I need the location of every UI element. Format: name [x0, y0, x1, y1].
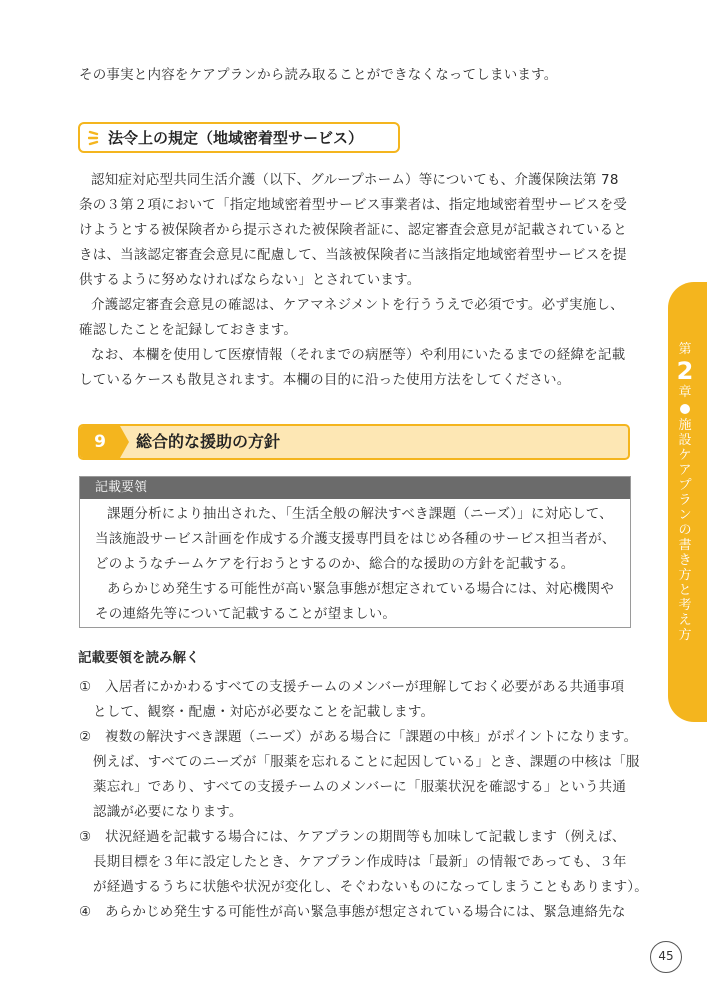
chapter-title-char: 施 [678, 418, 692, 433]
requirements-line: 課題分析により抽出された、「生活全般の解決すべき課題（ニーズ）」に対応して、 [107, 506, 613, 522]
body-line: 認知症対応型共同生活介護（以下、グループホーム）等についても、介護保険法第 78 [91, 172, 619, 188]
chapter-title-char: き [678, 553, 692, 568]
list-item-continuation: 例えば、すべてのニーズが「服薬を忘れることに起因している」とき、課題の中核は「服 [93, 754, 640, 770]
requirements-box-title: 記載要領 [95, 480, 148, 495]
chapter-prefix: 第 [678, 342, 692, 357]
section-heading-legal [78, 122, 400, 153]
body-line: なお、本欄を使用して医療情報（それまでの病歴等）や利用にいたるまでの経緯を記載 [91, 347, 626, 363]
body-line: 供するように努めなければならない」とされています。 [79, 272, 421, 288]
body-line: 介護認定審査会意見の確認は、ケアマネジメントを行ううえで必須です。必ず実施し、 [91, 297, 624, 313]
requirements-line: 当該施設サービス計画を作成する介護支援専門員をはじめ各種のサービス担当者が、 [95, 531, 616, 547]
chapter-title-char: 方 [678, 568, 692, 583]
chapter-title-char: 設 [678, 433, 692, 448]
chapter-title-char: 考 [678, 598, 692, 613]
requirements-box-header [80, 477, 630, 499]
chapter-number: 2 [676, 357, 694, 385]
list-item-continuation: 長期目標を３年に設定したとき、ケアプラン作成時は「最新」の情報であっても、３年 [93, 854, 627, 870]
chapter-tab-text [668, 342, 702, 643]
section-heading-title: 法令上の規定（地域密着型サービス） [108, 129, 364, 147]
list-item-continuation: が経過するうちに状態や状況が変化し、そぐわないものになってしまうこともあります）。 [93, 879, 648, 895]
body-line: きは、当該認定審査会意見に配慮して、当該被保険者に当該指定地域密着型サービスを提 [79, 247, 627, 263]
page-number: 45 [650, 941, 682, 973]
list-item: ④ あらかじめ発生する可能性が高い緊急事態が想定されている場合には、緊急連絡先な [79, 904, 626, 920]
chapter-title-char: 方 [678, 628, 692, 643]
body-line: 確認したことを記録しておきます。 [79, 322, 298, 338]
chapter-title-char: え [678, 613, 692, 628]
chapter-title-char: プ [678, 478, 692, 493]
list-item: ② 複数の解決すべき課題（ニーズ）がある場合に「課題の中核」がポイントになります。 [79, 729, 638, 745]
chapter-suffix: 章 [678, 385, 692, 400]
section-heading-policy [78, 424, 630, 460]
chapter-title-char: ラ [678, 493, 692, 508]
section-number: 9 [94, 432, 106, 452]
section-heading-title: 総合的な援助の方針 [136, 432, 281, 451]
chapter-title-char: と [678, 583, 692, 598]
requirements-line: どのようなチームケアを行おうとするのか、総合的な援助の方針を記載する。 [95, 556, 575, 572]
chapter-title-char: 書 [678, 538, 692, 553]
chapter-title-char: ン [678, 508, 692, 523]
body-line: しているケースも散見されます。本欄の目的に沿った使用方法をしてください。 [79, 372, 571, 388]
requirements-line: その連絡先等について記載することが望ましい。 [95, 606, 397, 622]
section-number-arrow [120, 426, 129, 458]
body-line: 条の３第２項において「指定地域密着型サービス事業者は、指定地域密着型サービスを受 [79, 197, 627, 213]
list-item: ③ 状況経過を記載する場合には、ケアプランの期間等も加味して記載します（例えば、 [79, 829, 626, 845]
list-item-continuation: として、観察・配慮・対応が必要なことを記載します。 [93, 704, 435, 720]
list-item-continuation: 薬忘れ」であり、すべての支援チームのメンバーに「服薬状況を確認する」という共通 [93, 779, 627, 795]
list-item-continuation: 認識が必要になります。 [93, 804, 243, 820]
list-item: ① 入居者にかかわるすべての支援チームのメンバーが理解しておく必要がある共通事項 [79, 679, 625, 695]
emphasis-lines-icon [88, 129, 102, 147]
chapter-title-char: ケ [678, 448, 692, 463]
chapter-title-char: ア [678, 463, 692, 478]
body-line: けようとする被保険者から提示された被保険者証に、認定審査会意見が記載されていると [79, 222, 627, 238]
chapter-dot-icon [680, 404, 690, 414]
intro-text: その事実と内容をケアプランから読み取ることができなくなってしまいます。 [79, 67, 558, 83]
chapter-title-char: の [678, 523, 692, 538]
requirements-line: あらかじめ発生する可能性が高い緊急事態が想定されている場合には、対応機関や [107, 581, 614, 597]
subheading: 記載要領を読み解く [78, 650, 200, 666]
